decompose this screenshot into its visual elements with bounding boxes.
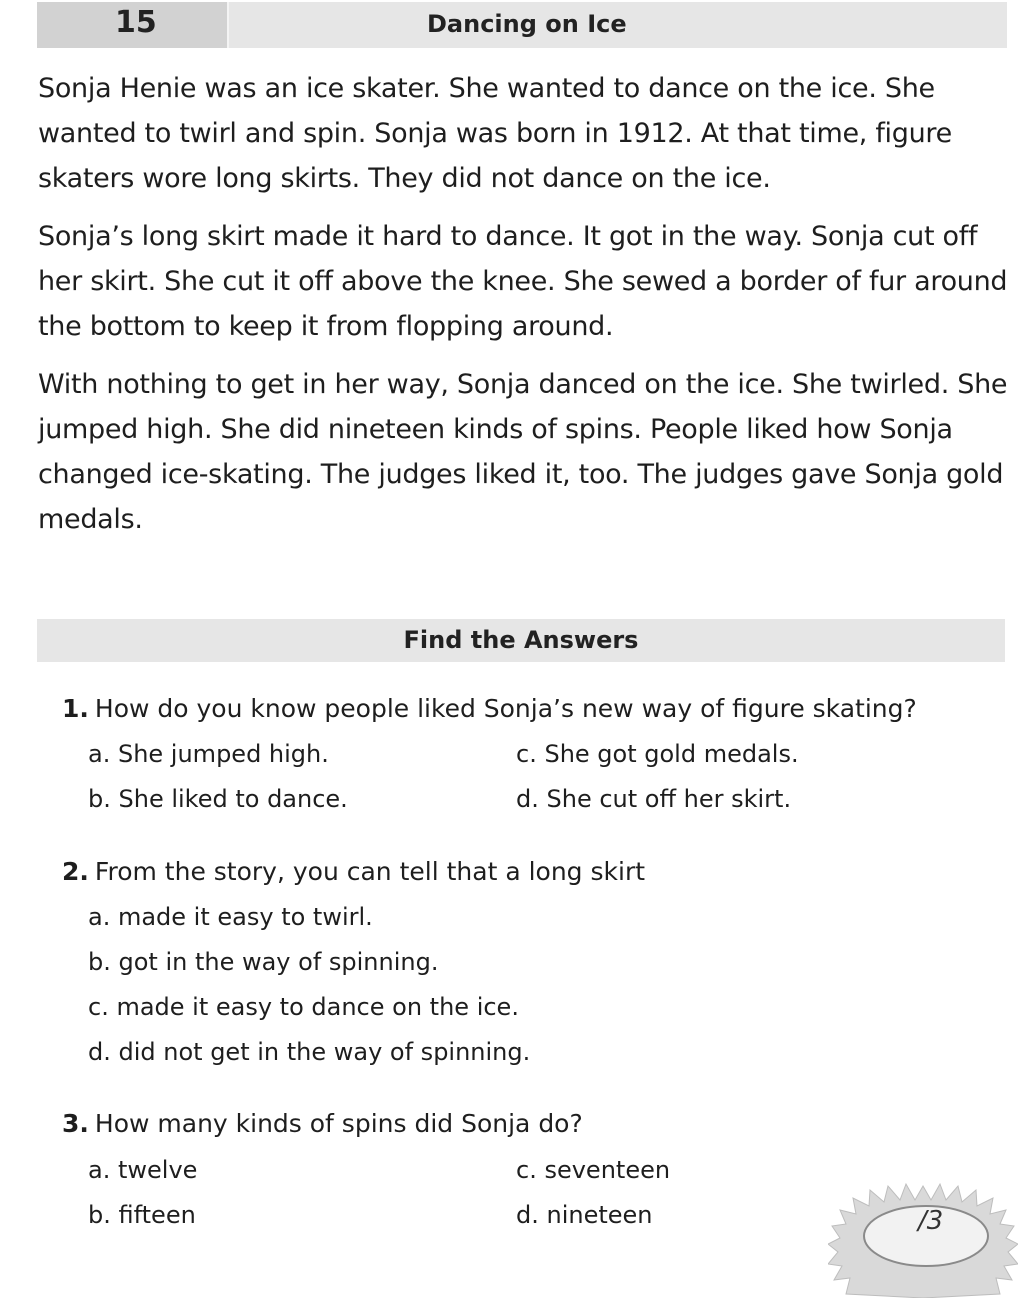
lesson-header (37, 2, 1007, 48)
question-number: 1. (62, 694, 89, 723)
answer-option[interactable]: c. seventeen (516, 1156, 671, 1184)
question-text: From the story, you can tell that a long skirt (94, 857, 646, 886)
answer-option[interactable]: d. She cut off her skirt. (516, 785, 792, 813)
answers-section-title: Find the Answers (403, 626, 639, 654)
answer-option[interactable]: a. twelve (88, 1156, 198, 1184)
story-paragraph: Sonja’s long skirt made it hard to dance. It got in the way. Sonja cut off her skirt. She cut it off above the knee. She sewed a border of fur around the bottom to keep it from flopping around. (38, 221, 1008, 342)
answer-option[interactable]: c. She got gold medals. (516, 740, 799, 768)
question-number: 3. (62, 1109, 89, 1138)
lesson-number-box (37, 2, 229, 48)
answer-option[interactable]: b. fifteen (88, 1201, 196, 1229)
answer-option[interactable]: d. nineteen (516, 1201, 653, 1229)
question-text: How do you know people liked Sonja’s new way of figure skating? (94, 694, 917, 723)
answer-option[interactable]: c. made it easy to dance on the ice. (88, 993, 519, 1021)
question-1 (62, 692, 917, 726)
question-number: 2. (62, 857, 89, 886)
answer-option[interactable]: a. She jumped high. (88, 740, 329, 768)
answer-option[interactable]: b. She liked to dance. (88, 785, 348, 813)
answer-option[interactable]: d. did not get in the way of spinning. (88, 1038, 531, 1066)
question-3 (62, 1107, 583, 1141)
question-2 (62, 855, 645, 889)
answer-option[interactable]: a. made it easy to twirl. (88, 903, 373, 931)
answers-section-header (37, 619, 1005, 662)
score-badge-starburst-icon (828, 1178, 1018, 1298)
story-paragraph: With nothing to get in her way, Sonja danced on the ice. She twirled. She jumped high. She did nineteen kinds of spins. People liked how Sonja changed ice-skating. The judges liked it, too. The judges gave Sonja gold medals. (38, 369, 1008, 535)
lesson-number: 15 (115, 5, 157, 40)
lesson-title: Dancing on Ice (427, 10, 627, 38)
score-label: /3 (918, 1206, 944, 1236)
story-text (38, 66, 1008, 555)
question-text: How many kinds of spins did Sonja do? (94, 1109, 583, 1138)
story-paragraph: Sonja Henie was an ice skater. She wanted to dance on the ice. She wanted to twirl and spin. Sonja was born in 1912. At that time, figure skaters wore long skirts. They did not dance on the ice. (38, 73, 952, 194)
answer-option[interactable]: b. got in the way of spinning. (88, 948, 439, 976)
